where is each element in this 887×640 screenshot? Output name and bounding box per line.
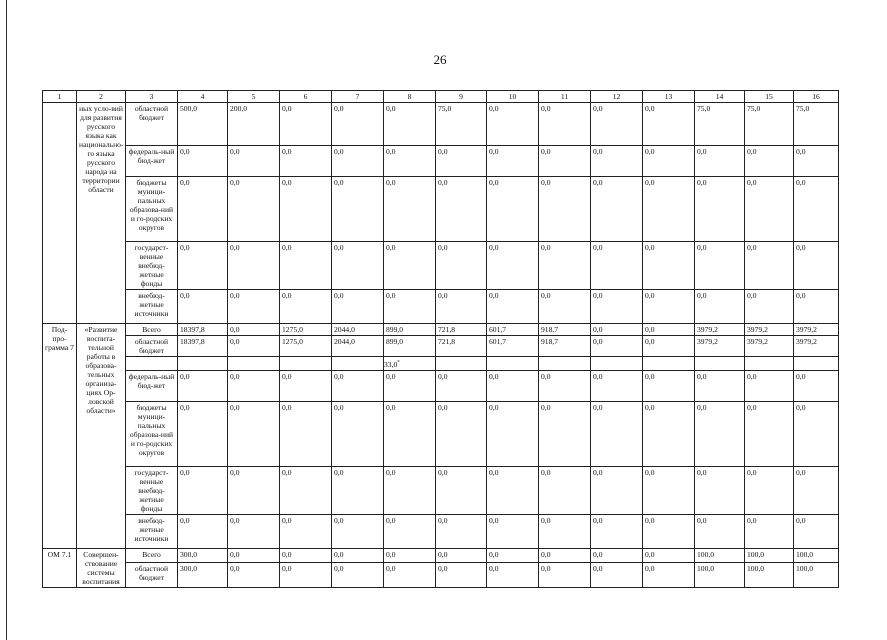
column-header: 12 <box>591 91 643 103</box>
value-cell: 0,0 <box>591 514 643 548</box>
column-header: 4 <box>178 91 228 103</box>
value-cell: 899,0 <box>384 324 436 336</box>
funding-source-cell: Всего <box>126 548 178 562</box>
value-cell: 0,0 <box>280 401 332 466</box>
column-header: 15 <box>745 91 794 103</box>
value-cell: 0,0 <box>280 466 332 514</box>
value-cell: 918,7 <box>539 324 591 336</box>
value-cell: 200,0 <box>228 103 280 146</box>
value-cell: 0,0 <box>695 401 745 466</box>
value-cell: 0,0 <box>332 290 384 324</box>
funding-source-cell: федераль-ный бюд-жет <box>126 370 178 401</box>
value-cell: 0,0 <box>280 562 332 587</box>
value-cell: 3979,2 <box>745 324 794 336</box>
column-header: 8 <box>384 91 436 103</box>
value-cell: 500,0 <box>178 103 228 146</box>
value-cell: 0,0 <box>643 290 695 324</box>
budget-table <box>42 90 839 588</box>
value-cell: 0,0 <box>487 514 539 548</box>
value-cell: 0,0 <box>695 242 745 290</box>
table-row <box>43 514 839 548</box>
value-cell: 0,0 <box>384 146 436 177</box>
value-cell: 0,0 <box>178 242 228 290</box>
value-cell: 0,0 <box>539 103 591 146</box>
empty-cell <box>126 357 178 371</box>
empty-cell <box>591 357 643 371</box>
empty-cell <box>643 357 695 371</box>
funding-source-cell: бюджеты муници-пальных образова-ний и го-родских округов <box>126 401 178 466</box>
value-cell: 0,0 <box>280 177 332 242</box>
value-cell: 0,0 <box>539 177 591 242</box>
value-cell: 0,0 <box>384 466 436 514</box>
value-cell: 0,0 <box>591 466 643 514</box>
table-row <box>43 370 839 401</box>
table-row <box>43 146 839 177</box>
value-cell: 2044,0 <box>332 336 384 357</box>
value-cell: 0,0 <box>332 514 384 548</box>
value-cell: 0,0 <box>539 370 591 401</box>
value-cell: 100,0 <box>695 562 745 587</box>
value-cell: 0,0 <box>591 370 643 401</box>
value-cell: 100,0 <box>794 562 839 587</box>
value-cell: 0,0 <box>228 324 280 336</box>
funding-source-cell: областной бюджет <box>126 562 178 587</box>
column-header: 14 <box>695 91 745 103</box>
value-cell: 0,0 <box>228 146 280 177</box>
value-cell: 721,8 <box>436 336 487 357</box>
value-cell: 75,0 <box>794 103 839 146</box>
empty-cell <box>178 357 228 371</box>
value-cell: 0,0 <box>280 146 332 177</box>
table-row <box>43 91 839 103</box>
value-cell: 0,0 <box>643 466 695 514</box>
value-cell: 0,0 <box>228 562 280 587</box>
value-cell: 0,0 <box>794 146 839 177</box>
value-cell: 0,0 <box>280 290 332 324</box>
table-row <box>43 290 839 324</box>
value-cell: 0,0 <box>794 290 839 324</box>
value-cell: 0,0 <box>280 242 332 290</box>
value-cell: 300,0 <box>178 548 228 562</box>
value-cell: 0,0 <box>384 401 436 466</box>
note-cell <box>384 357 436 371</box>
table-row <box>43 357 839 371</box>
value-cell: 300,0 <box>178 562 228 587</box>
value-cell: 0,0 <box>539 466 591 514</box>
value-cell: 0,0 <box>178 177 228 242</box>
value-cell: 100,0 <box>745 562 794 587</box>
value-cell: 0,0 <box>539 146 591 177</box>
value-cell: 918,7 <box>539 336 591 357</box>
code-cell <box>43 103 77 324</box>
column-header: 5 <box>228 91 280 103</box>
value-cell: 0,0 <box>591 103 643 146</box>
table-row <box>43 562 839 587</box>
value-cell: 0,0 <box>280 548 332 562</box>
empty-cell <box>228 357 280 371</box>
value-cell: 0,0 <box>695 177 745 242</box>
value-cell: 0,0 <box>591 401 643 466</box>
empty-cell <box>794 357 839 371</box>
value-cell: 0,0 <box>539 562 591 587</box>
value-cell: 0,0 <box>228 336 280 357</box>
value-cell: 0,0 <box>643 514 695 548</box>
table-row <box>43 324 839 336</box>
value-cell: 0,0 <box>591 324 643 336</box>
value-cell: 0,0 <box>332 177 384 242</box>
value-cell: 75,0 <box>745 103 794 146</box>
value-cell: 0,0 <box>228 548 280 562</box>
value-cell: 0,0 <box>332 242 384 290</box>
value-cell: 100,0 <box>745 548 794 562</box>
column-header: 13 <box>643 91 695 103</box>
value-cell: 0,0 <box>436 242 487 290</box>
table-row <box>43 466 839 514</box>
value-cell: 0,0 <box>332 370 384 401</box>
value-cell: 0,0 <box>280 514 332 548</box>
value-cell: 601,7 <box>487 324 539 336</box>
page-number: 26 <box>433 52 447 67</box>
value-cell: 0,0 <box>384 562 436 587</box>
value-cell: 0,0 <box>539 401 591 466</box>
funding-source-cell: государст-венные внебюд-жетные фонды <box>126 466 178 514</box>
column-header: 16 <box>794 91 839 103</box>
value-cell: 0,0 <box>794 177 839 242</box>
value-cell: 1275,0 <box>280 336 332 357</box>
funding-source-cell: областной бюджет <box>126 336 178 357</box>
value-cell: 0,0 <box>794 370 839 401</box>
empty-cell <box>745 357 794 371</box>
value-cell: 0,0 <box>745 466 794 514</box>
value-cell: 0,0 <box>745 290 794 324</box>
footnote-value: 33,0* <box>384 359 400 369</box>
value-cell: 0,0 <box>794 514 839 548</box>
binding-margin-line <box>6 0 7 640</box>
value-cell: 0,0 <box>487 548 539 562</box>
value-cell: 0,0 <box>332 401 384 466</box>
value-cell: 0,0 <box>643 562 695 587</box>
value-cell: 0,0 <box>591 336 643 357</box>
value-cell: 0,0 <box>695 466 745 514</box>
program-name-cell: Совершен-ствование системы воспитания <box>77 548 126 587</box>
value-cell: 0,0 <box>487 177 539 242</box>
value-cell: 0,0 <box>436 514 487 548</box>
value-cell: 0,0 <box>487 466 539 514</box>
value-cell: 0,0 <box>794 242 839 290</box>
value-cell: 0,0 <box>384 370 436 401</box>
table-row <box>43 103 839 146</box>
value-cell: 0,0 <box>794 466 839 514</box>
value-cell: 3979,2 <box>794 324 839 336</box>
value-cell: 0,0 <box>745 401 794 466</box>
value-cell: 0,0 <box>695 370 745 401</box>
value-cell: 0,0 <box>384 103 436 146</box>
value-cell: 0,0 <box>745 177 794 242</box>
value-cell: 100,0 <box>794 548 839 562</box>
value-cell: 0,0 <box>539 514 591 548</box>
empty-cell <box>280 357 332 371</box>
empty-cell <box>539 357 591 371</box>
value-cell: 0,0 <box>591 146 643 177</box>
value-cell: 0,0 <box>591 177 643 242</box>
value-cell: 0,0 <box>487 401 539 466</box>
value-cell: 0,0 <box>643 103 695 146</box>
funding-source-cell: внебюд-жетные источники <box>126 514 178 548</box>
value-cell: 0,0 <box>332 466 384 514</box>
value-cell: 0,0 <box>745 242 794 290</box>
value-cell: 0,0 <box>643 146 695 177</box>
value-cell: 0,0 <box>436 290 487 324</box>
funding-source-cell: государст-венные внебюд-жетные фонды <box>126 242 178 290</box>
value-cell: 0,0 <box>643 548 695 562</box>
column-header: 6 <box>280 91 332 103</box>
value-cell: 0,0 <box>228 401 280 466</box>
value-cell: 0,0 <box>487 290 539 324</box>
value-cell: 0,0 <box>643 242 695 290</box>
value-cell: 0,0 <box>332 103 384 146</box>
value-cell: 0,0 <box>745 370 794 401</box>
column-header: 7 <box>332 91 384 103</box>
value-cell: 0,0 <box>539 290 591 324</box>
program-name-cell: ных усло-вий для развития русского языка как национально-го языка русского народа на территории области <box>77 103 126 324</box>
funding-source-cell: областной бюджет <box>126 103 178 146</box>
value-cell: 0,0 <box>539 548 591 562</box>
value-cell: 0,0 <box>487 242 539 290</box>
value-cell: 0,0 <box>332 562 384 587</box>
value-cell: 0,0 <box>695 146 745 177</box>
column-header: 2 <box>77 91 126 103</box>
value-cell: 0,0 <box>591 562 643 587</box>
code-cell: ОМ 7.1 <box>43 548 77 587</box>
table-row <box>43 177 839 242</box>
column-header: 9 <box>436 91 487 103</box>
value-cell: 3979,2 <box>794 336 839 357</box>
value-cell: 0,0 <box>436 562 487 587</box>
value-cell: 0,0 <box>228 466 280 514</box>
value-cell: 0,0 <box>591 242 643 290</box>
value-cell: 0,0 <box>178 290 228 324</box>
value-cell: 0,0 <box>384 290 436 324</box>
value-cell: 2044,0 <box>332 324 384 336</box>
column-header: 11 <box>539 91 591 103</box>
funding-source-cell: Всего <box>126 324 178 336</box>
table-row <box>43 336 839 357</box>
value-cell: 0,0 <box>384 514 436 548</box>
funding-source-cell: бюджеты муници-пальных образова-ний и го-родских округов <box>126 177 178 242</box>
value-cell: 899,0 <box>384 336 436 357</box>
value-cell: 601,7 <box>487 336 539 357</box>
value-cell: 0,0 <box>280 370 332 401</box>
program-name-cell: «Развитие воспита-тельной работы в образова-тельных организа-циях Ор-ловской области» <box>77 324 126 549</box>
value-cell: 0,0 <box>384 177 436 242</box>
value-cell: 0,0 <box>178 514 228 548</box>
column-header: 1 <box>43 91 77 103</box>
value-cell: 75,0 <box>695 103 745 146</box>
value-cell: 0,0 <box>436 370 487 401</box>
funding-source-cell: внебюд-жетные источники <box>126 290 178 324</box>
value-cell: 100,0 <box>695 548 745 562</box>
value-cell: 0,0 <box>643 370 695 401</box>
code-cell: Под-про-грамма 7 <box>43 324 77 549</box>
empty-cell <box>436 357 487 371</box>
value-cell: 75,0 <box>436 103 487 146</box>
value-cell: 0,0 <box>384 548 436 562</box>
value-cell: 0,0 <box>487 146 539 177</box>
value-cell: 18397,8 <box>178 324 228 336</box>
value-cell: 0,0 <box>591 290 643 324</box>
value-cell: 0,0 <box>228 242 280 290</box>
value-cell: 0,0 <box>539 242 591 290</box>
value-cell: 0,0 <box>436 548 487 562</box>
footnote-mark: * <box>397 360 400 365</box>
value-cell: 0,0 <box>591 548 643 562</box>
value-cell: 0,0 <box>384 242 436 290</box>
value-cell: 721,8 <box>436 324 487 336</box>
value-cell: 0,0 <box>487 562 539 587</box>
value-cell: 0,0 <box>228 177 280 242</box>
value-cell: 0,0 <box>436 146 487 177</box>
value-cell: 0,0 <box>436 466 487 514</box>
empty-cell <box>695 357 745 371</box>
value-cell: 0,0 <box>436 177 487 242</box>
value-cell: 0,0 <box>178 401 228 466</box>
value-cell: 3979,2 <box>745 336 794 357</box>
value-cell: 1275,0 <box>280 324 332 336</box>
value-cell: 0,0 <box>745 146 794 177</box>
value-cell: 0,0 <box>332 548 384 562</box>
value-cell: 0,0 <box>487 103 539 146</box>
value-cell: 18397,8 <box>178 336 228 357</box>
funding-source-cell: федераль-ный бюд-жет <box>126 146 178 177</box>
value-cell: 0,0 <box>695 290 745 324</box>
value-cell: 0,0 <box>178 146 228 177</box>
value-cell: 0,0 <box>332 146 384 177</box>
value-cell: 0,0 <box>794 401 839 466</box>
value-cell: 0,0 <box>745 514 794 548</box>
value-cell: 0,0 <box>178 466 228 514</box>
value-cell: 0,0 <box>228 370 280 401</box>
value-cell: 0,0 <box>228 514 280 548</box>
value-cell: 0,0 <box>643 401 695 466</box>
column-header: 10 <box>487 91 539 103</box>
value-cell: 0,0 <box>643 336 695 357</box>
value-cell: 0,0 <box>643 324 695 336</box>
value-cell: 0,0 <box>436 401 487 466</box>
table-row <box>43 401 839 466</box>
value-cell: 0,0 <box>643 177 695 242</box>
table-row <box>43 242 839 290</box>
empty-cell <box>332 357 384 371</box>
value-cell: 0,0 <box>487 370 539 401</box>
value-cell: 3979,2 <box>695 336 745 357</box>
value-cell: 3979,2 <box>695 324 745 336</box>
table-row <box>43 548 839 562</box>
value-cell: 0,0 <box>178 370 228 401</box>
value-cell: 0,0 <box>280 103 332 146</box>
empty-cell <box>487 357 539 371</box>
column-header: 3 <box>126 91 178 103</box>
value-cell: 0,0 <box>695 514 745 548</box>
value-cell: 0,0 <box>228 290 280 324</box>
